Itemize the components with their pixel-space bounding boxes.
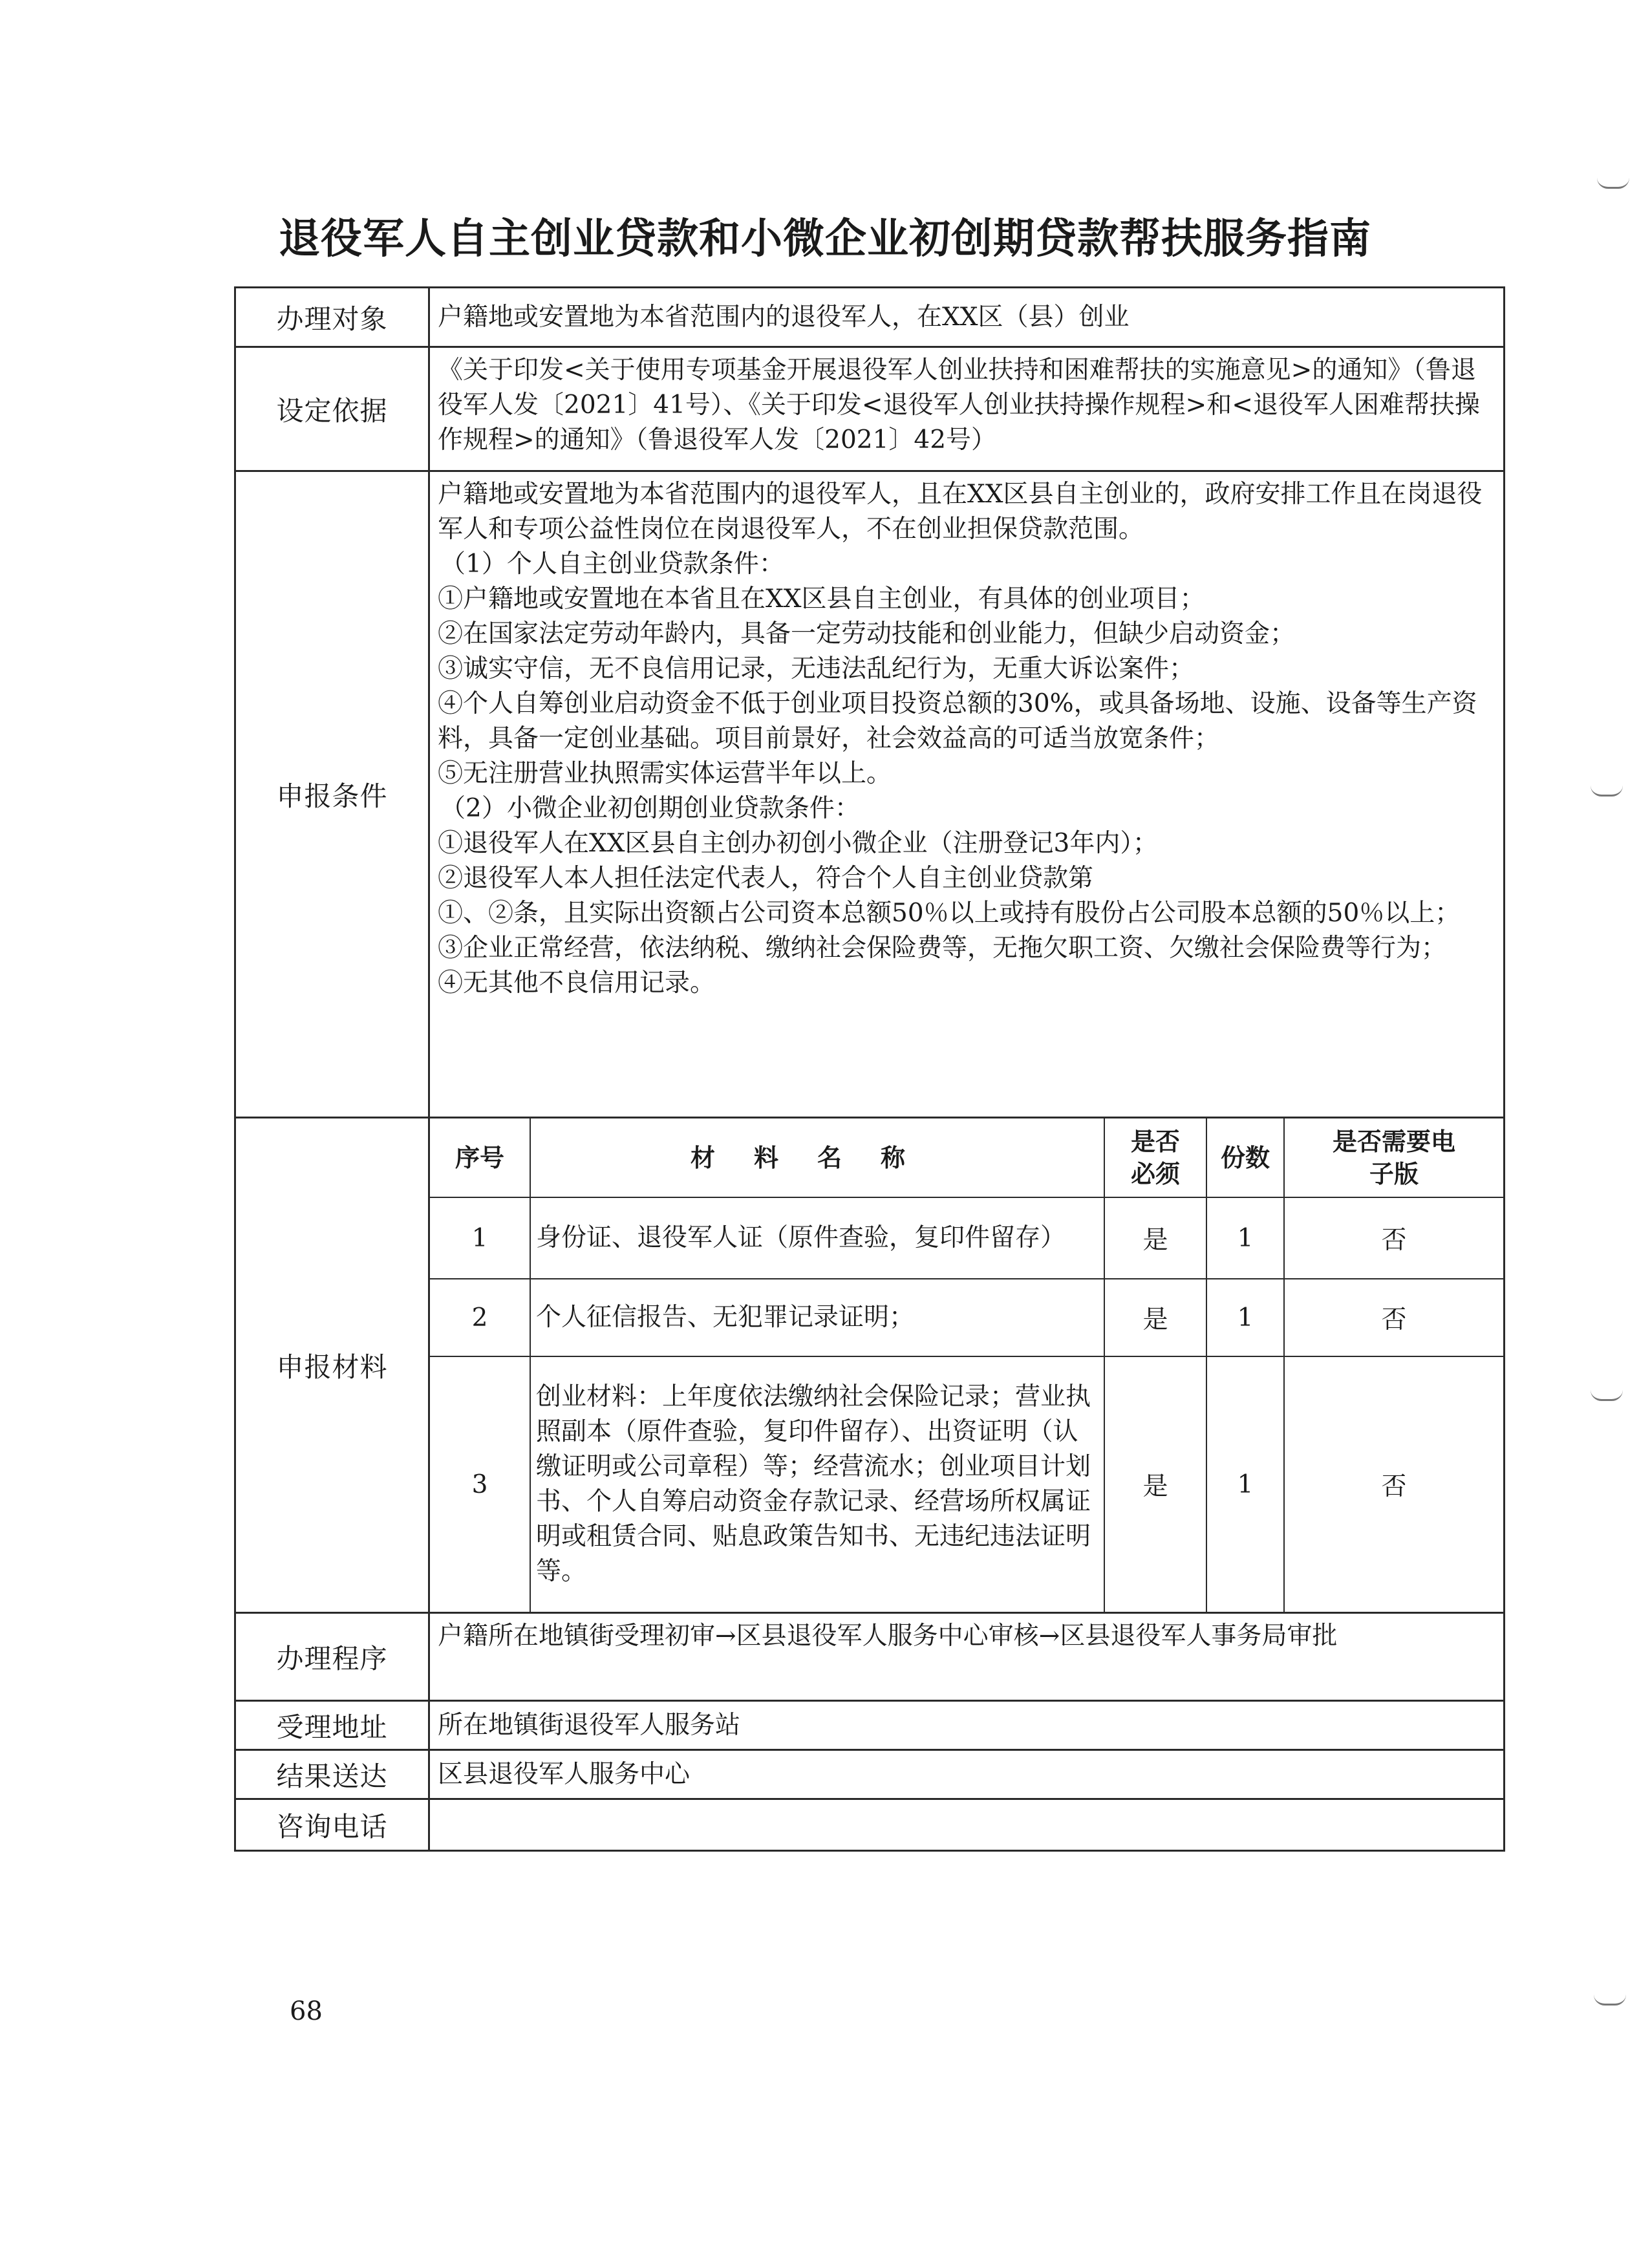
- row-procedure: [235, 1613, 1505, 1701]
- header-name: 材料名称: [530, 1118, 1104, 1197]
- value-procedure: 户籍所在地镇街受理初审→区县退役军人服务中心审核→区县退役军人事务局审批: [429, 1613, 1505, 1701]
- header-copies: 份数: [1206, 1118, 1284, 1197]
- condition-line: ①退役军人在XX区县自主创办初创小微企业（注册登记3年内）；: [438, 829, 1158, 858]
- material-copies: 1: [1206, 1356, 1284, 1612]
- materials-table: [430, 1118, 1503, 1612]
- material-no: 3: [430, 1356, 530, 1612]
- row-conditions: [235, 471, 1505, 1118]
- material-required: 是: [1104, 1279, 1206, 1356]
- materials-header-row: [430, 1118, 1503, 1197]
- label-address: 受理地址: [235, 1701, 429, 1750]
- condition-line: ①、②条，且实际出资额占公司资本总额50％以上或持有股份占公司股本总额的50％以上；: [438, 899, 1461, 928]
- label-delivery: 结果送达: [235, 1750, 429, 1799]
- condition-line: ②在国家法定劳动年龄内，具备一定劳动技能和创业能力，但缺少启动资金；: [438, 619, 1296, 648]
- material-copies: 1: [1206, 1197, 1284, 1279]
- document-title: 退役军人自主创业贷款和小微企业初创期贷款帮扶服务指南: [279, 215, 1371, 263]
- condition-line: ④无其他不良信用记录。: [438, 968, 716, 998]
- row-basis: [235, 347, 1505, 471]
- row-materials: [235, 1118, 1505, 1613]
- material-name: 创业材料：上年度依法缴纳社会保险记录；营业执照副本（原件查验，复印件留存）、出资证明（认缴证明或公司章程）等；经营流水；创业项目计划书、个人自筹启动资金存款记录、经营场所权属证明或租赁合同、贴息政策告知书、无违纪违法证明等。: [530, 1356, 1104, 1612]
- material-copies: 1: [1206, 1279, 1284, 1356]
- materials-cell: [429, 1118, 1505, 1613]
- condition-line: （2）小微企业初创期创业贷款条件：: [440, 794, 860, 823]
- row-target: [235, 288, 1505, 347]
- label-basis: 设定依据: [235, 347, 429, 471]
- value-target: 户籍地或安置地为本省范围内的退役军人，在XX区（县）创业: [429, 288, 1505, 347]
- label-procedure: 办理程序: [235, 1613, 429, 1701]
- value-address: 所在地镇街退役军人服务站: [429, 1701, 1505, 1750]
- scan-edge-mark: [1591, 1390, 1623, 1401]
- value-phone: [429, 1799, 1505, 1851]
- condition-line: ①户籍地或安置地在本省且在XX区县自主创业，有具体的创业项目；: [438, 584, 1205, 614]
- material-electronic: 否: [1284, 1279, 1503, 1356]
- material-required: 是: [1104, 1356, 1206, 1612]
- material-name: 个人征信报告、无犯罪记录证明；: [530, 1279, 1104, 1356]
- condition-line: 户籍地或安置地为本省范围内的退役军人，且在XX区县自主创业的，政府安排工作且在岗退役军人和专项公益性岗位在岗退役军人，不在创业担保贷款范围。: [438, 480, 1483, 544]
- label-phone: 咨询电话: [235, 1799, 429, 1851]
- scan-edge-mark: [1597, 178, 1629, 189]
- condition-line: ②退役军人本人担任法定代表人，符合个人自主创业贷款第: [438, 864, 1094, 893]
- service-guide-table: [234, 286, 1505, 1852]
- material-no: 1: [430, 1197, 530, 1279]
- label-target: 办理对象: [235, 288, 429, 347]
- value-basis: 《关于印发<关于使用专项基金开展退役军人创业扶持和困难帮扶的实施意见>的通知》（鲁退役军人发〔2021〕41号）、《关于印发<退役军人创业扶持操作规程>和<退役军人困难帮扶操作规程>的通知》（鲁退役军人发〔2021〕42号）: [429, 347, 1505, 471]
- condition-line: ③诚实守信，无不良信用记录，无违法乱纪行为，无重大诉讼案件；: [438, 654, 1195, 683]
- header-no: 序号: [430, 1118, 530, 1197]
- value-delivery: 区县退役军人服务中心: [429, 1750, 1505, 1799]
- condition-line: ④个人自筹创业启动资金不低于创业项目投资总额的30%，或具备场地、设施、设备等生产资料，具备一定创业基础。项目前景好，社会效益高的可适当放宽条件；: [438, 689, 1477, 753]
- condition-line: （1）个人自主创业贷款条件：: [440, 550, 784, 579]
- page-number: 68: [290, 1996, 323, 2026]
- row-phone: [235, 1799, 1505, 1851]
- material-required: 是: [1104, 1197, 1206, 1279]
- scan-edge-mark: [1594, 1995, 1626, 2006]
- header-required: 是否必须: [1104, 1118, 1206, 1197]
- label-materials: 申报材料: [235, 1118, 429, 1613]
- header-electronic: 是否需要电子版: [1284, 1118, 1503, 1197]
- label-conditions: 申报条件: [235, 471, 429, 1118]
- material-name: 身份证、退役军人证（原件查验，复印件留存）: [530, 1197, 1104, 1279]
- row-delivery: [235, 1750, 1505, 1799]
- table-row: [430, 1356, 1503, 1612]
- table-row: [430, 1279, 1503, 1356]
- condition-line: ⑤无注册营业执照需实体运营半年以上。: [438, 759, 892, 788]
- table-row: [430, 1197, 1503, 1279]
- condition-line: ③企业正常经营，依法纳税、缴纳社会保险费等，无拖欠职工资、欠缴社会保险费等行为；: [438, 934, 1447, 963]
- material-no: 2: [430, 1279, 530, 1356]
- material-electronic: 否: [1284, 1356, 1503, 1612]
- material-electronic: 否: [1284, 1197, 1503, 1279]
- scan-edge-mark: [1591, 786, 1623, 797]
- value-conditions: [429, 471, 1505, 1118]
- row-address: [235, 1701, 1505, 1750]
